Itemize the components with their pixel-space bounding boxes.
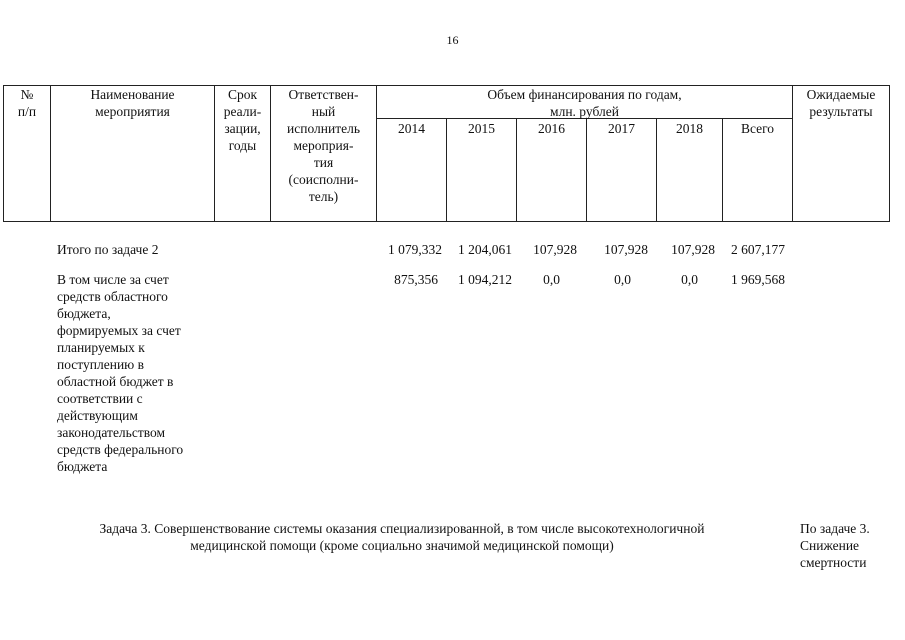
- header-year-2014: 2014: [398, 121, 425, 136]
- header-year-2017: 2017: [608, 121, 635, 136]
- row-value: 875,356: [394, 272, 438, 287]
- row-value: 1 079,332: [388, 242, 442, 257]
- row-value: 2 607,177: [731, 242, 785, 257]
- row-value: 107,928: [604, 242, 648, 257]
- row-value: 107,928: [671, 242, 715, 257]
- header-total: Всего: [740, 121, 775, 136]
- header-year-2016: 2016: [538, 121, 565, 136]
- row-value: 1 094,212: [458, 272, 512, 287]
- row-label: В том числе за счет средств областного бюджета, формируемых за счет планируемых к поступлению в областной бюджет в соответствии с действующим законодательством средств федерального бюджета: [57, 272, 184, 474]
- header-col-name: Наименование мероприятия: [90, 87, 175, 119]
- header-col-executor: Ответствен- ный исполнитель мероприя- тия (соисполни- тель): [287, 87, 360, 204]
- header-col-number: № п/п: [17, 87, 37, 119]
- row-value: 0,0: [681, 272, 698, 287]
- task-expected-result: По задаче 3. Снижение смертности: [800, 521, 870, 570]
- row-label: Итого по задаче 2: [57, 242, 159, 257]
- row-value: 1 204,061: [458, 242, 512, 257]
- header-col-term: Срок реали- зации, годы: [223, 87, 262, 153]
- header-year-2018: 2018: [676, 121, 703, 136]
- header-col-finance: Объем финансирования по годам, млн. рублей: [487, 87, 682, 119]
- row-value: 1 969,568: [731, 272, 785, 287]
- row-value: 107,928: [533, 242, 577, 257]
- row-value: 0,0: [543, 272, 560, 287]
- header-col-results: Ожидаемые результаты: [806, 87, 876, 119]
- header-year-2015: 2015: [468, 121, 495, 136]
- col-border: [889, 85, 890, 222]
- page-number: 16: [446, 33, 459, 47]
- task-title: Задача 3. Совершенствование системы оказания специализированной, в том числе высокотехнологичной медицинской помощи (кроме социально значимой медицинской помощи): [99, 521, 705, 553]
- row-value: 0,0: [614, 272, 631, 287]
